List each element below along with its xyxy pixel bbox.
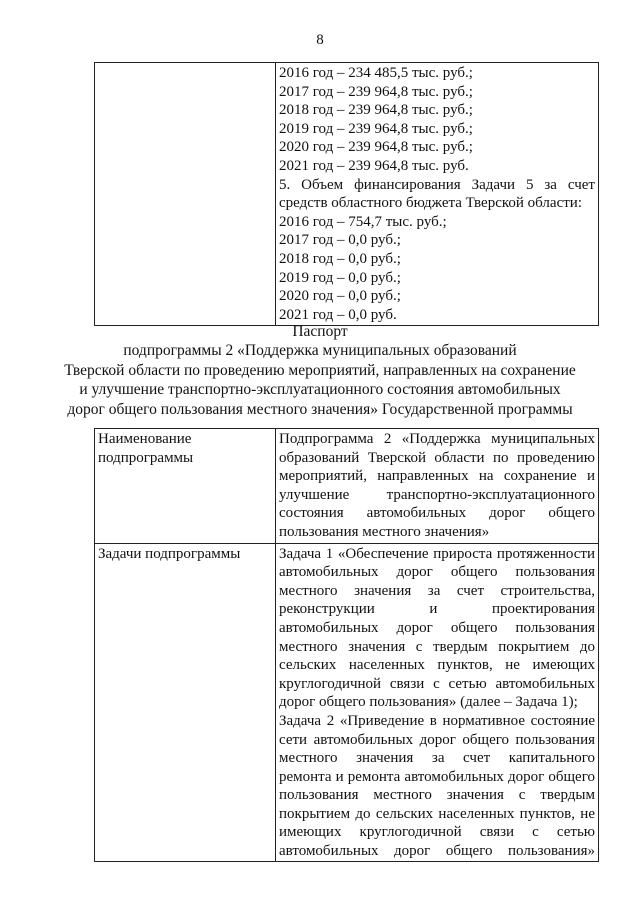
subprogram-name-value [276, 429, 599, 544]
value-line: пользования местного значения с твердым [279, 787, 595, 804]
passport-heading-line: Тверской области по проведению мероприятий, направленных на сохранение [64, 361, 576, 379]
value-line: Задача 1 «Обеспечение прироста протяженности [279, 545, 595, 562]
value-line: автомобильных дорог общего пользования [279, 619, 595, 636]
financing-line: 2018 год – 0,0 руб.; [279, 250, 401, 267]
value-line: автомобильных дорог общего пользования [279, 564, 595, 581]
value-line: образований Тверской области по проведению [279, 449, 595, 466]
value-line: пользования местного значения» [279, 523, 490, 540]
label-line: Задачи подпрограммы [98, 545, 241, 562]
subprogram-tasks-value [276, 543, 599, 862]
value-line: реконструкции и проектирования [279, 601, 595, 618]
financing-line: 2021 год – 239 964,8 тыс. руб. [279, 157, 469, 174]
financing-line: 2019 год – 239 964,8 тыс. руб.; [279, 120, 473, 137]
value-line: улучшение транспортно-эксплуатационного [279, 486, 595, 503]
financing-line: 2017 год – 239 964,8 тыс. руб.; [279, 83, 473, 100]
subprogram-tasks-label [95, 543, 276, 862]
financing-line: 2016 год – 234 485,5 тыс. руб.; [279, 65, 473, 81]
value-line: мероприятий, направленных на сохранение и [279, 468, 595, 485]
passport-heading-line: дорог общего пользования местного значения» Государственной программы [67, 400, 573, 418]
value-line: автомобильных дорог общего пользования» [279, 843, 595, 860]
financing-line: 2021 год – 0,0 руб. [279, 306, 397, 323]
label-line: подпрограммы [98, 449, 194, 466]
financing-line: 2016 год – 754,7 тыс. руб.; [279, 213, 447, 230]
table-row [95, 63, 599, 326]
table-row [95, 543, 599, 862]
financing-line: 2017 год – 0,0 руб.; [279, 232, 401, 249]
value-line: ремонта и ремонта автомобильных дорог общего [279, 768, 595, 785]
financing-value-cell [276, 63, 599, 326]
financing-table [94, 62, 599, 326]
value-line: местного значения с твердым покрытием до [279, 638, 595, 655]
passport-table [94, 428, 599, 862]
value-line: местного значения за счет строительства, [279, 582, 595, 599]
passport-title: Паспорт [292, 323, 348, 340]
passport-heading-line: подпрограммы 2 «Поддержка муниципальных образований [123, 342, 517, 360]
passport-heading [0, 322, 640, 419]
label-line: Наименование [98, 431, 192, 447]
financing-line: 2019 год – 0,0 руб.; [279, 269, 401, 286]
subprogram-name-label [95, 429, 276, 544]
value-line: Задача 2 «Приведение в нормативное состояние [279, 712, 595, 729]
value-line: состояния автомобильных дорог общего [279, 505, 595, 522]
financing-line: средств областного бюджета Тверской области: [279, 195, 582, 212]
value-line: сельских населенных пунктов, не имеющих [279, 657, 595, 674]
page-number: 8 [316, 32, 324, 48]
financing-line: 2018 год – 239 964,8 тыс. руб.; [279, 102, 473, 119]
value-line: круглогодичной связи с сетью автомобильных [279, 675, 595, 692]
value-line: сети автомобильных дорог общего пользования [279, 731, 595, 748]
financing-line: 2020 год – 239 964,8 тыс. руб.; [279, 139, 473, 156]
passport-heading-line: и улучшение транспортно-эксплуатационного состояния автомобильных [79, 381, 561, 399]
value-line: местного значения за счет капитального [279, 750, 595, 767]
financing-line: 5. Объем финансирования Задачи 5 за счет [279, 176, 595, 193]
financing-line: 2020 год – 0,0 руб.; [279, 288, 401, 305]
value-line: покрытием до сельских населенных пунктов, не [279, 805, 595, 822]
value-line: дорог общего пользования» (далее – Задача 1); [279, 694, 578, 711]
empty-label-cell [95, 63, 276, 326]
value-line: Подпрограмма 2 «Поддержка муниципальных [279, 431, 595, 447]
table-row [95, 429, 599, 544]
value-line: имеющих круглогодичной связи с сетью [279, 824, 595, 841]
